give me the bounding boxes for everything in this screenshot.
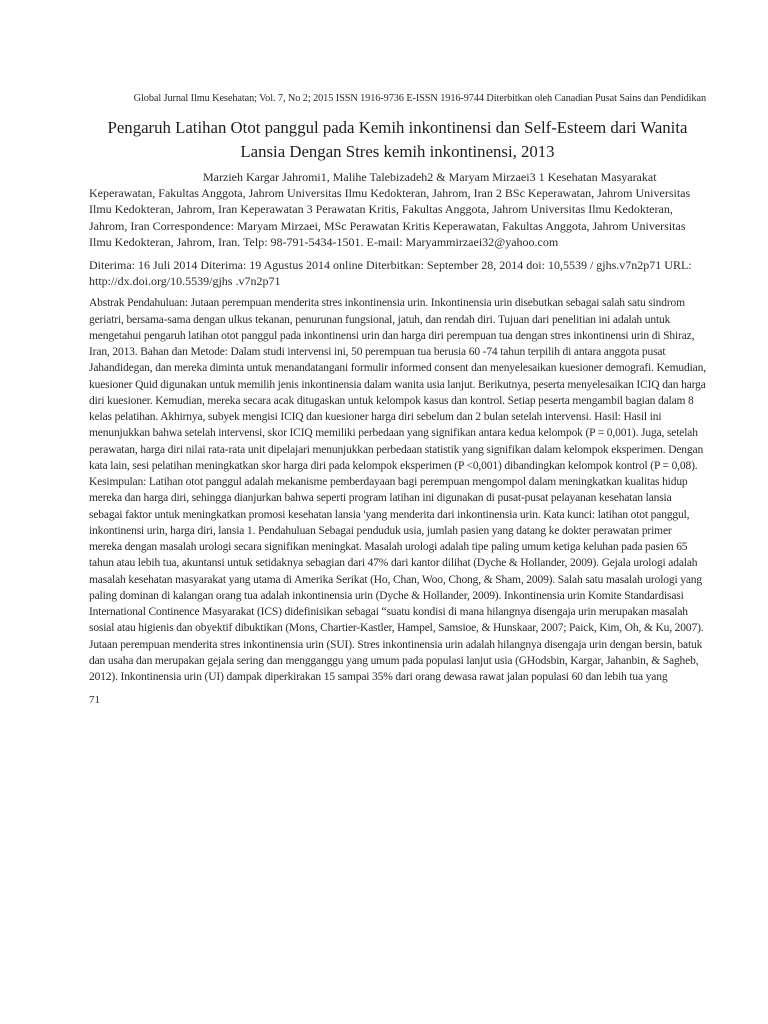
received-dates: Diterima: 16 Juli 2014 Diterima: 19 Agustus 2014 online Diterbitkan: September 28, 2014 doi: 10,5539 / gjhs.v7n2p71 URL: http://dx.doi.org/10.5539/gjhs .v7n2p71	[89, 258, 692, 289]
page-number: 71	[89, 694, 100, 707]
author-affiliations: Marzieh Kargar Jahromi1, Malihe Talebizadeh2 & Maryam Mirzaei3 1 Kesehatan Masyarakat Keperawatan, Fakultas Anggota, Jahrom Universitas Ilmu Kedokteran, Jahrom, Iran 2 BSc Keperawatan, Jahrom Universitas Ilmu Kedokteran, Jahrom, Iran Keperawatan 3 Perawatan Kritis, Fakultas Anggota, Jahrom Universitas Ilmu Kedokteran, Jahrom, Iran Correspondence: Maryam Mirzaei, MSc Perawatan Kritis Keperawatan, Fakultas Anggota, Jahrom Universitas Ilmu Kedokteran, Jahrom, Iran. Telp: 98-791-5434-1501. E-mail: Maryammirzaei32@yahoo.com	[89, 170, 691, 249]
article-title: Pengaruh Latihan Otot panggul pada Kemih inkontinensi dan Self-Esteem dari Wanita Lansia Dengan Stres kemih inkontinensi, 2013	[107, 118, 688, 161]
article-page	[89, 92, 706, 707]
abstract-body: Abstrak Pendahuluan: Jutaan perempuan menderita stres inkontinensia urin. Inkontinensia urin disebutkan sebagai salah satu sindrom geriatri, bersama-sama dengan ulkus tekanan, penurunan fungsional, jatuh, dan rendah diri. Tujuan dari penelitian ini adalah untuk mengetahui pengaruh latihan otot panggul pada inkontinensi urin dan harga diri perempuan tua dengan stres inkontinensi urin di Shiraz, Iran, 2013. Bahan dan Metode: Dalam studi intervensi ini, 50 perempuan tua berusia 60 -74 tahun terpilih di antara anggota pusat Jahandidegan, dan mereka diminta untuk menandatangani formulir informed consent dan menyelesaikan kuesioner demografi. Kemudian, kuesioner Quid digunakan untuk memilih jenis inkontinensia dalam wanita usia lanjut. Berikutnya, peserta menyelesaikan ICIQ dan harga diri kuesioner. Kemudian, mereka secara acak ditugaskan untuk kelompok kasus dan kontrol. Setiap peserta mengambil bagian dalam 8 kelas pelatihan. Akhirnya, subyek mengisi ICIQ dan kuesioner harga diri sebelum dan 2 bulan setelah intervensi. Hasil: Hasil ini menunjukkan bahwa setelah intervensi, skor ICIQ memiliki perbedaan yang signifikan antara kedua kelompok (P = 0,001). Juga, setelah perawatan, harga diri nilai rata-rata unit dipelajari menunjukkan perbedaan statistik yang signifikan dalam kelompok eksperimen. Dengan kata lain, sesi pelatihan meningkatkan skor harga diri pada kelompok eksperimen (P <0,001) dibandingkan kelompok kontrol (P = 0,08). Kesimpulan: Latihan otot panggul adalah mekanisme pemberdayaan bagi perempuan mengompol dalam meningkatkan kualitas hidup mereka dan harga diri, sehingga dianjurkan bahwa seperti program latihan ini digunakan di pusat-pusat pelayanan kesehatan lansia sebagai faktor untuk meningkatkan promosi kesehatan lansia 'yang menderita dari inkontinensia urin. Kata kunci: latihan otot panggul, inkontinensi urin, harga diri, lansia 1. Pendahuluan Sebagai penduduk usia, jumlah pasien yang datang ke dokter perawatan primer mereka dengan masalah urologi secara signifikan meningkat. Masalah urologi adalah tipe paling umum ketiga keluhan pada pasien 65 tahun atau lebih tua, akuntansi untuk setidaknya sebagian dari 47% dari kantor dilihat (Dyche & Hollander, 2009). Gejala urologi adalah masalah kesehatan masyarakat yang utama di Amerika Serikat (Ho, Chan, Woo, Chong, & Sham, 2009). Salah satu masalah urologi yang paling dominan di kalangan orang tua adalah inkontinensia urin (Dyche & Hollander, 2009). Inkontinensia urin Komite Standardisasi International Continence Masyarakat (ICS) didefinisikan sebagai “suatu kondisi di mana hilangnya disengaja urin merupakan masalah sosial atau higienis dan obyektif dibuktikan (Mons, Chartier-Kastler, Hampel, Samsioe, & Hunskaar, 2007; Paick, Kim, Oh, & Ku, 2007). Jutaan perempuan menderita stres inkontinensia urin (SUI). Stres inkontinensia urin adalah hilangnya disengaja urin dengan bersin, batuk dan usaha dan merupakan gejala sering dan mengganggu yang umum pada populasi lanjut usia (GHodsbin, Kargar, Jahanbin, & Sagheb, 2012). Inkontinensia urin (UI) dampak diperkirakan 15 sampai 35% dari orang dewasa rawat jalan populasi 60 dan lebih tua yang	[89, 297, 706, 684]
journal-header: Global Jurnal Ilmu Kesehatan; Vol. 7, No 2; 2015 ISSN 1916-9736 E-ISSN 1916-9744 Diterbitkan oleh Canadian Pusat Sains dan Pendidikan	[133, 93, 706, 104]
